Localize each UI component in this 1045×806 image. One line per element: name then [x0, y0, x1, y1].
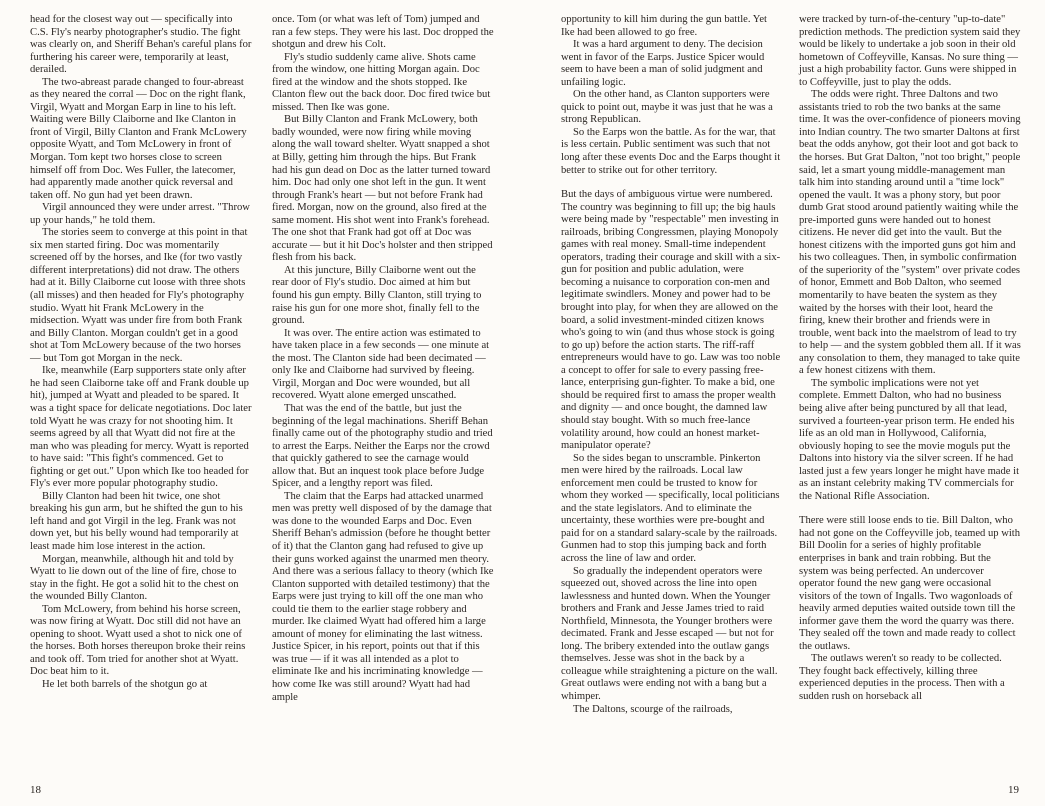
paragraph: So the sides began to unscramble. Pinkerton men were hired by the railroads. Local law enforcement men could be trusted to know for whom they worked — specifically, local politicians and the state legislators. And to eliminate the uncertainty, these worthies were pre-bought and paid for on a standard salary-scale by the railroads. Gunmen had to stop this jumping back and forth across the line of law and order.: [561, 452, 780, 564]
page-number-right: 19: [1008, 784, 1019, 796]
paragraph: It was over. The entire action was estimated to have taken place in a few seconds — one minute at the most. The Clanton side had been decimated — only Ike and Claiborne had survived by fleeing. Virgil, Morgan and Doc were wounded, but all recovered. Wyatt alone emerged unscathed.: [272, 327, 490, 402]
paragraph: head for the closest way out — specifically into C.S. Fly's nearby photographer's studio. The fight was clearly on, and Sheriff Behan's careful plans for furthering his career were, temporarily at least, derailed.: [30, 14, 252, 76]
paragraph: That was the end of the battle, but just the beginning of the legal machinations. Sheriff Behan finally came out of the photography studio and tried to arrest the Earps. Neither the Earps nor the crowd that quickly gathered to see the carnage would allow that. But an inquest took place before Judge Spicer, and a lengthy report was filed.: [272, 402, 493, 490]
paragraph: The Daltons, scourge of the railroads,: [573, 703, 733, 715]
paragraph: At this juncture, Billy Claiborne went out the rear door of Fly's studio. Doc aimed at him but found his gun empty. Billy Clanton, still trying to raise his gun for one more shot, finally fell to the ground.: [272, 264, 482, 327]
paragraph: It was a hard argument to deny. The decision went in favor of the Earps. Justice Spicer would seem to have been a man of solid judgment and unfailing logic.: [561, 39, 765, 88]
left-page-column-1: [30, 14, 252, 692]
paragraph: Fly's studio suddenly came alive. Shots came from the window, one hitting Morgan again. Doc fired at the window and the shots stopped. Ike Clanton flew out the back door. Doc fired twice but missed. Then Ike was gone.: [272, 51, 491, 113]
paragraph: So the Earps won the battle. As for the war, that is less certain. Public sentiment was such that not long after these events Doc and the Earps thought it better to strike out for other territory.: [561, 126, 781, 176]
left-page-column-2: [272, 14, 494, 704]
paragraph: opportunity to kill him during the gun battle. Yet Ike had been allowed to go free.: [561, 14, 767, 38]
paragraph: The claim that the Earps had attacked unarmed men was pretty well disposed of by the damage that was done to the wounded Earps and Doc. Even Sheriff Behan's admission (before he thought better of it) that the Clanton gang had refused to give up their guns worked against the unarmed men theory. And there was a serious fallacy to theory (which Ike Clanton supported with detailed testimony) that the Earps were just trying to kill off the one man who could tie them to the earlier stage robbery and murder. Ike claimed Wyatt had offered him a large amount of money for eliminating the last witness. Justice Spicer, in his report, points out that if this was true — if it was all intended as a plot to eliminate Ike and his incriminating knowledge — how come Ike was still around? Wyatt had had ample: [272, 490, 494, 703]
paragraph: On the other hand, as Clanton supporters were quick to point out, maybe it was just that he was a strong Republican.: [561, 89, 773, 126]
paragraph: were tracked by turn-of-the-century "up-to-date" prediction methods. The prediction system said they would be likely to undertake a job soon in their old hometown of Coffeyville, Kansas. No sure thing — just a high probability factor. Guns were shipped in to Coffeyville, just to play the odds.: [799, 14, 1021, 88]
page-number-left: 18: [30, 784, 41, 796]
paragraph: There were still loose ends to tie. Bill Dalton, who had not gone on the Coffeyville job, teamed up with Bill Doolin for a series of highly profitable enterprises in bank and train robbing. But the system was being perfected. An undercover operator found the new gang were occasional visitors of the town of Ingalls. Two wagonloads of heavily armed deputies waited outside town till the informer gave them the word the quarry was there. They sealed off the town and made ready to collect the outlaws.: [799, 515, 1021, 652]
paragraph: But the days of ambiguous virtue were numbered. The country was beginning to fill up; the big hauls were being made by "respectable" men investing in railroads, bribing Congressmen, playing Monopoly games with real money. Small-time independent operators, trading their courage and skill with a six-gun for position and public adulation, were becoming a nuisance to corporation con-men and legitimate swindlers. Money and power had to be brought into play, for when they are allowed on the board, a solid investment-minded citizen knows who's going to win (and thus whose stock is going to go up) before the action starts. The riff-raff entrepreneurs would have to go. Law was too noble a concept to offer for sale to every passing free-lance, enterprising gun-fighter. To make a bid, one should be required first to amass the proper wealth and dignity — and once bought, the damned law should stay bought. With so much free-lance volatility around, how could an honest market-manipulator operate?: [561, 189, 781, 452]
paragraph: once. Tom (or what was left of Tom) jumped and ran a few steps. They were his last. Doc dropped the shotgun and drew his Colt.: [272, 14, 494, 51]
paragraph: Tom McLowery, from behind his horse screen, was now firing at Wyatt. Doc still did not have an opening to shoot. Wyatt used a shot to nick one of the horses. Both horses thereupon broke their reins and took off. Tom tried for another shot at Wyatt. Doc beat him to it.: [30, 603, 246, 678]
paragraph: Ike, meanwhile (Earp supporters state only after he had seen Claiborne take off and Frank double up hit), jumped at Wyatt and pleaded to be spared. It was a tight space for delicate negotiations. Doc later told Wyatt he was crazy for not shooting him. It seems agreed by all that Wyatt did not fire at the man who was pleading for mercy. Wyatt is reported to have said: "This fight's commenced. Get to fighting or get out." Upon which Ike too headed for Fly's ever more popular photography studio.: [30, 365, 252, 490]
paragraph: Virgil announced they were under arrest. "Throw up your hands," he told them.: [30, 202, 250, 226]
paragraph: Morgan, meanwhile, although hit and told by Wyatt to lie down out of the line of fire, chose to stay in the fight. He got a solid hit to the chest on the wounded Billy Clanton.: [30, 553, 239, 603]
paragraph: But Billy Clanton and Frank McLowery, both badly wounded, were now firing while moving along the wall toward shelter. Wyatt snapped a shot at Billy, getting him through the hips. But Frank had his gun dead on Doc as the latter turned toward him. Doc had only one shot left in the gun. It went through Frank's heart — but not before Frank had fired. Morgan, now on the ground, also fired at the same moment. His shot went into Frank's forehead. The one shot that Frank had got off at Doc was accurate — but it hit Doc's holster and then stripped flesh from his back.: [272, 114, 493, 264]
paragraph: The symbolic implications were not yet complete. Emmett Dalton, who had no business being alive after being punctured by all that lead, survived a fourteen-year prison term. He ended his life as an old man in Hollywood, California, obviously hoping to see the movie moguls put the Daltons into history via the silver screen. If he had lasted just a few years longer he might have made it as an instant celebrity making TV commercials for the National Rifle Association.: [799, 377, 1020, 502]
right-page-column-1: [561, 14, 781, 716]
paragraph: So gradually the independent operators were squeezed out, shoved across the line into open lawlessness and hunted down. When the Younger brothers and Frank and Jesse James tried to raid Northfield, Minnesota, the Younger brothers were decimated. Frank and Jesse escaped — but not for long. The bribery extended into the outlaw gangs themselves. Jesse was shot in the back by a colleague while straightening a picture on the wall. Great outlaws were ending not with a bang but a whimper.: [561, 565, 778, 702]
paragraph: The outlaws weren't so ready to be collected. They fought back effectively, killing three experienced deputies in the process. Then with a sudden rush on horseback all: [799, 653, 1005, 702]
paragraph: The two-abreast parade changed to four-abreast as they neared the corral — Doc on the right flank, Virgil, Wyatt and Morgan Earp in line to his left. Waiting were Billy Claiborne and Ike Clanton in front of Virgil, Billy Clanton and Frank McLowery opposite Wyatt, and Tom McLowery in front of Morgan. Tom kept two horses close to screen himself off from Doc. Wes Fuller, the latecomer, had apparently made another quick reversal and taken off. No gun had yet been drawn.: [30, 76, 247, 201]
paragraph: The odds were right. Three Daltons and two assistants tried to rob the two banks at the same time. It was the over-confidence of pioneers moving into Indian country. The two smarter Daltons at first beat the odds anyhow, got their loot and got back to the horses. But Grat Dalton, "not too bright," people said, let a smart young middle-management man talk him into standing around until a "time lock" opened the vault. It was a phony story, but poor dumb Grat stood around patiently waiting while the pre-imported guns were handed out to honest citizens. He never did get into the vault. But the honest citizens with the imported guns got him and his two colleagues. Then, in symbolic confirmation of the superiority of the "system" over private codes of honor, Emmett and Bob Dalton, who seemed momentarily to have beaten the system as they waited by the horses with their loot, heard the firing, knew their brother and friends were in trouble, went back into the maelstrom of lead to try to help — and the system gobbled them all. If it was any consolation to them, they managed to take quite a few honest citizens with them.: [799, 89, 1021, 377]
paragraph: Billy Clanton had been hit twice, one shot breaking his gun arm, but he shifted the gun to his left hand and got Virgil in the leg. Frank was not down yet, but his belly wound had temporarily at least made him lose interest in the action.: [30, 490, 243, 552]
paragraph: He let both barrels of the shotgun go at: [42, 678, 208, 690]
right-page-column-2: [799, 14, 1021, 704]
paragraph: The stories seem to converge at this point in that six men started firing. Doc was momentarily screened off by the horses, and Ike (for two vastly different interpretations) did not draw. The others had at it. Billy Claiborne cut loose with three shots (all misses) and then headed for Fly's photography studio. Wyatt hit Frank McLowery in the midsection. Wyatt was under fire from both Frank and Billy Clanton. Morgan couldn't get in a good shot at Tom McLowery because of the two horses — but Tom got Morgan in the neck.: [30, 227, 248, 364]
